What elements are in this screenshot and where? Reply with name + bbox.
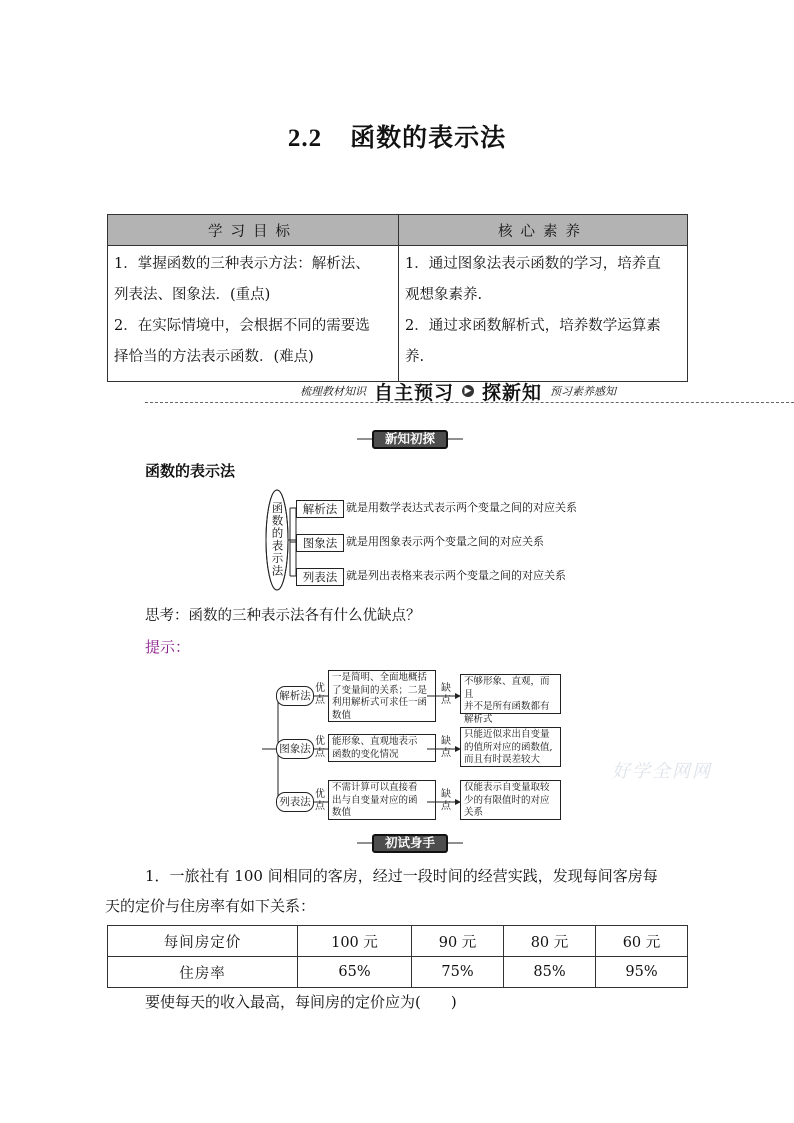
method-oval: 列表法: [276, 792, 314, 812]
method-box: 图象法: [296, 534, 344, 552]
question-prompt: 要使每天的收入最高，每间房的定价应为( ): [145, 993, 457, 1011]
watermark: 好学全网网: [612, 761, 712, 782]
try-label: 初试身手: [384, 835, 435, 850]
cons-line: 关系: [464, 807, 484, 818]
method-oval: 图象法: [276, 739, 314, 759]
think-question: 思考：函数的三种表示法各有什么优缺点？: [145, 608, 421, 624]
new-knowledge-label: 新知初探: [384, 431, 435, 446]
banner-title-2: 探新知: [482, 381, 543, 404]
table-cell: 85%: [504, 957, 596, 988]
pros-tag-char: 优: [315, 683, 325, 694]
table-cell: 80 元: [504, 926, 596, 957]
pros-tag: [314, 736, 326, 760]
pros-line: 出与自变量对应的函: [332, 794, 418, 806]
table-cell: 60 元: [595, 926, 687, 957]
method-box: 解析法: [296, 500, 344, 518]
table-cell: 100 元: [298, 926, 412, 957]
cons-line: 并不是所有函数都有: [464, 701, 550, 712]
method-description: 就是用数学表达式表示两个变量之间的对应关系: [346, 501, 577, 514]
methods-root-label: 函数的表示法: [270, 501, 285, 577]
topic-heading: 函数的表示法: [145, 462, 236, 480]
literacy-header: 核心素养: [399, 215, 688, 246]
literacy-line: 养.: [405, 349, 425, 365]
table-cell: 住房率: [108, 957, 298, 988]
section-title: 函数的表示法: [350, 123, 507, 152]
cons-line: 只能近似求出自变量: [464, 729, 550, 740]
banner-divider: [145, 402, 794, 403]
cons-tag-char: 点: [441, 695, 451, 706]
pros-tag: [314, 683, 326, 707]
pros-box: [328, 734, 436, 762]
goals-cell: [108, 246, 399, 382]
method-oval: 解析法: [276, 686, 314, 706]
pros-line: 能形象、直观地表示: [332, 736, 418, 747]
table-cell: 每间房定价: [108, 926, 298, 957]
pros-box: [328, 780, 436, 820]
cons-line: 少的有限值时的对应: [464, 794, 550, 806]
table-cell: 75%: [412, 957, 504, 988]
goals-line: 择恰当的方法表示函数．(难点): [114, 349, 314, 365]
goals-line: 2．在实际情境中，会根据不同的需要选: [114, 318, 370, 334]
goals-line: 列表法、图象法．(重点): [114, 287, 271, 303]
price-table: [107, 925, 688, 988]
learning-goals-table: [107, 214, 688, 382]
banner-left-caption: 梳理教材知识: [300, 385, 366, 398]
cons-tag-char: 缺: [441, 736, 451, 747]
cons-tag: [440, 789, 452, 813]
literacy-line: 1．通过图象法表示函数的学习，培养直: [405, 256, 661, 272]
hint-label: 提示：: [145, 638, 191, 656]
banner-title-1: 自主预习: [374, 381, 455, 404]
table-cell: 65%: [298, 957, 412, 988]
preview-banner: [300, 380, 616, 402]
cons-tag-char: 点: [441, 801, 451, 812]
page-title: [0, 118, 794, 154]
goals-line: 1．掌握函数的三种表示方法：解析法、: [114, 256, 370, 272]
banner-right-caption: 预习素养感知: [550, 385, 617, 398]
question-line: 天的定价与住房率有如下关系：: [105, 897, 316, 915]
pros-tag-char: 点: [315, 748, 325, 759]
table-cell: 90 元: [412, 926, 504, 957]
pros-tag-char: 点: [315, 801, 325, 812]
question-line: 1．一旅社有 100 间相同的客房，经过一段时间的经营实践，发现每间客房每: [145, 867, 658, 885]
pros-line: 数值: [332, 807, 352, 818]
literacy-line: 2．通过求函数解析式，培养数学运算素: [405, 318, 661, 334]
literacy-line: 观想象素养.: [405, 287, 483, 303]
cons-line: 不够形象、直观，而且: [464, 676, 550, 700]
pros-tag-char: 点: [315, 695, 325, 706]
table-row: [108, 926, 688, 957]
cons-box: [460, 674, 561, 725]
cons-line: 的值所对应的函数值,: [464, 741, 553, 753]
cons-tag-char: 缺: [441, 683, 451, 694]
cons-tag-char: 缺: [441, 789, 451, 800]
pros-tag: [314, 789, 326, 813]
pros-tag-char: 优: [315, 789, 325, 800]
cons-box: [460, 780, 561, 820]
cons-line: 仅能表示自变量取较: [464, 782, 550, 793]
pros-tag-char: 优: [315, 736, 325, 747]
method-description: 就是列出表格来表示两个变量之间的对应关系: [346, 569, 566, 582]
method-box: 列表法: [296, 568, 344, 586]
pros-line: 函数的变化情况: [332, 748, 399, 760]
section-number: 2.2: [287, 125, 323, 152]
method-description: 就是用图象表示两个变量之间的对应关系: [346, 535, 544, 548]
pros-line: 数值: [332, 709, 352, 721]
table-row: [108, 957, 688, 988]
arrow-dot-icon: ▶: [462, 385, 474, 397]
pros-line: 不需计算可以直接看: [332, 782, 418, 793]
pros-line: 了变量间的关系；二是: [332, 684, 428, 696]
pros-line: 利用解析式可求任一函: [332, 697, 428, 708]
literacy-cell: [399, 246, 688, 382]
pros-box: [328, 670, 436, 722]
cons-box: [460, 727, 561, 767]
pros-line: 一是简明、全面地概括: [332, 672, 428, 683]
cons-tag-char: 点: [441, 748, 451, 759]
cons-tag: [440, 736, 452, 760]
goals-header: 学习目标: [108, 215, 399, 246]
cons-line: 解析式: [464, 713, 493, 725]
cons-tag: [440, 683, 452, 707]
cons-line: 而且有时误差较大: [464, 754, 541, 765]
table-cell: 95%: [595, 957, 687, 988]
